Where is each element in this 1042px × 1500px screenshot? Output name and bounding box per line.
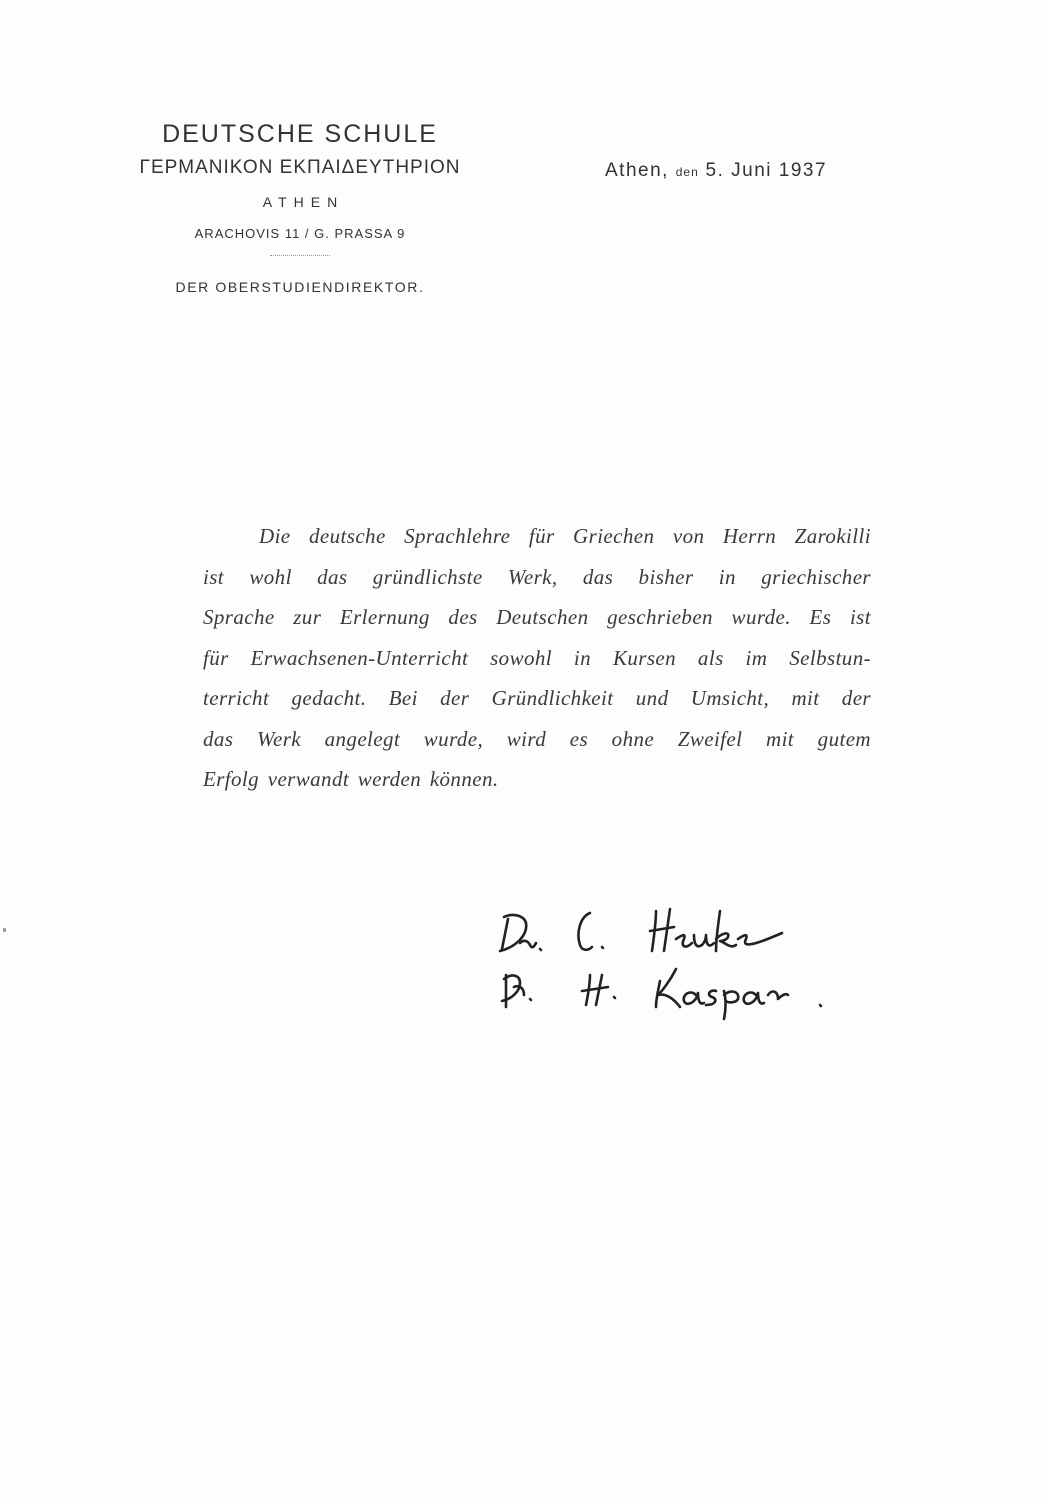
date-den: den — [675, 165, 699, 179]
school-name: DEUTSCHE SCHULE — [162, 120, 438, 148]
body-line: Erfolg verwandt werden können. — [203, 767, 499, 791]
letterhead — [100, 118, 500, 295]
body-line: ist wohl das gründlichste Werk, das bisher in griechischer — [203, 564, 871, 589]
signature-henke — [500, 909, 782, 951]
body-line: das Werk angelegt wurde, wird es ohne Zweifel mit gutem — [203, 726, 871, 751]
signature-kaspar — [502, 969, 821, 1019]
body-line: Sprache zur Erlernung des Deutschen geschrieben wurde. Es ist — [203, 605, 871, 629]
body-line: terricht gedacht. Bei der Gründlichkeit und Umsicht, mit der — [203, 686, 871, 710]
body-line: Die deutsche Sprachlehre für Griechen von Herrn Zarokilli — [259, 524, 871, 548]
school-name-greek: ΓΕΡΜΑΝΙΚΟΝ ΕΚΠΑΙΔΕΥΤΗΡΙΟΝ — [139, 157, 461, 178]
letterhead-city: ATHEN — [262, 194, 345, 210]
letter-body — [203, 516, 871, 800]
handwritten-signatures — [490, 895, 870, 1025]
date-place: Athen, — [605, 160, 669, 181]
signature-drawing — [490, 895, 870, 1025]
letterhead-divider — [270, 255, 330, 257]
body-line: für Erwachsenen-Unterricht sowohl in Kursen als im Selbstun- — [203, 645, 871, 670]
date-value: 5. Juni 1937 — [705, 160, 828, 181]
paper-speck — [3, 928, 6, 932]
date-line — [605, 160, 827, 182]
letterhead-title: DER OBERSTUDIENDIREKTOR. — [175, 279, 425, 295]
letterhead-address: ARACHOVIS 11 / G. PRASSA 9 — [194, 226, 406, 241]
